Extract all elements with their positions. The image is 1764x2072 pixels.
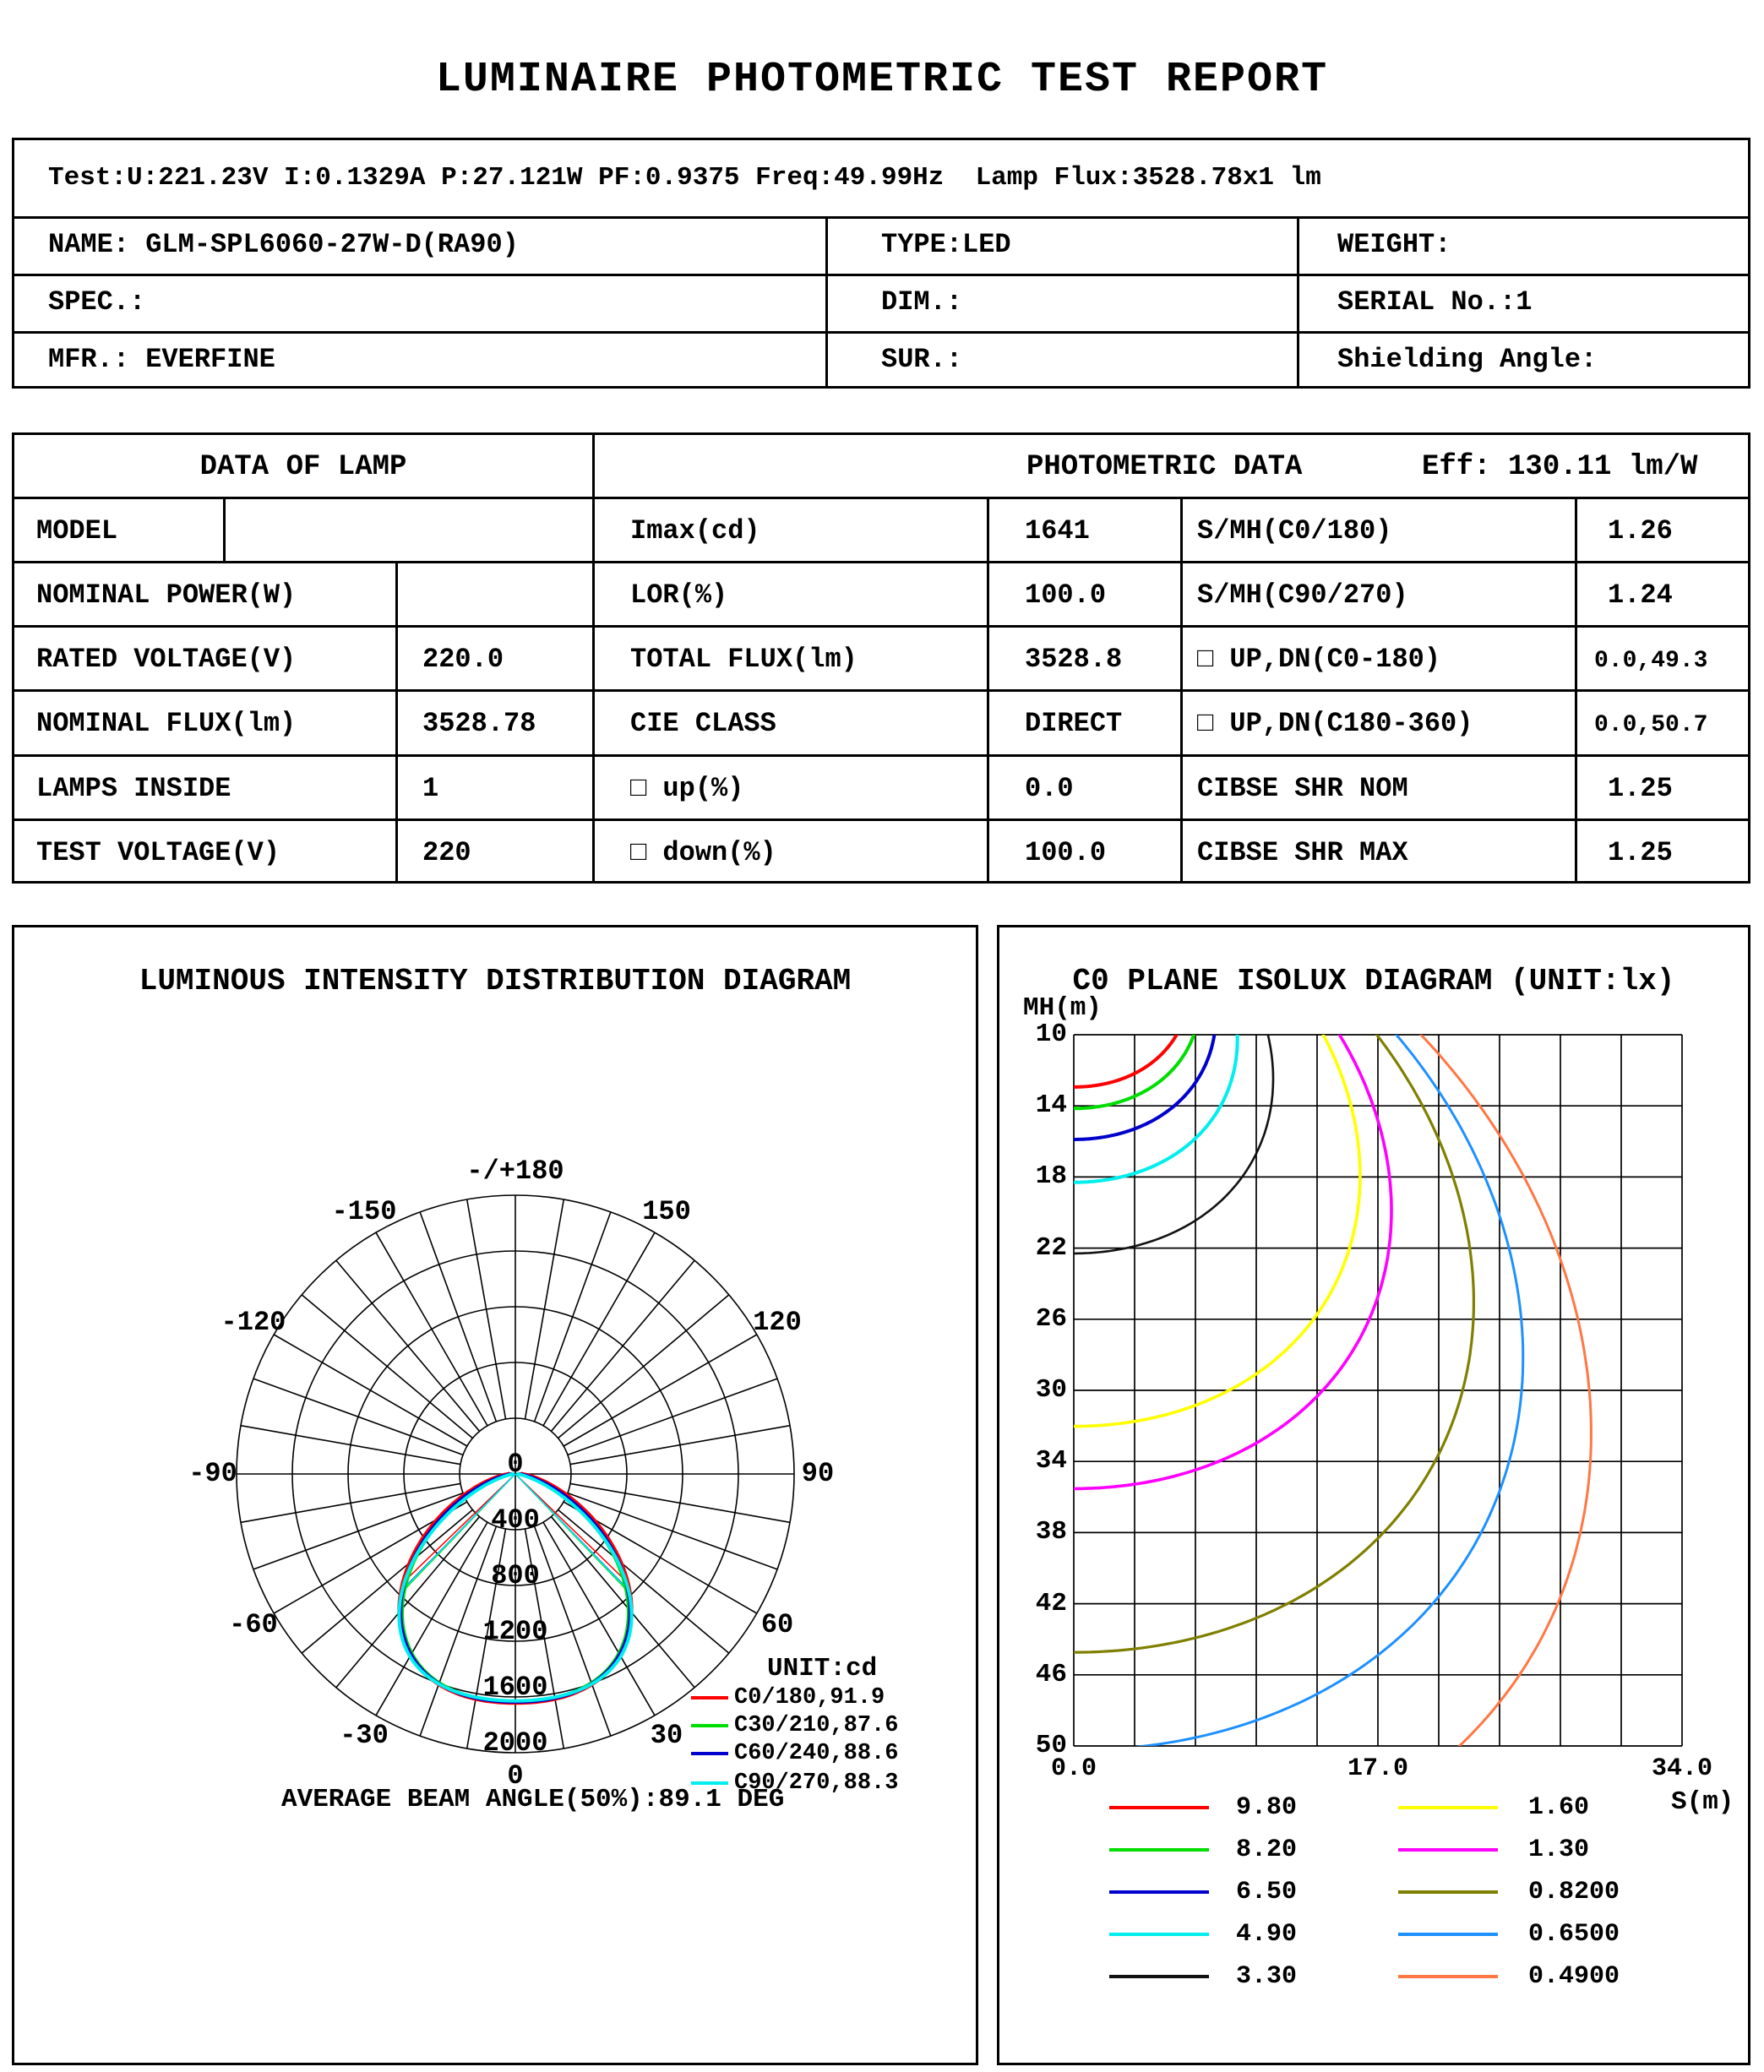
row-value: 1	[422, 773, 439, 804]
row-value: 3528.78	[422, 708, 536, 739]
page-title: LUMINAIRE PHOTOMETRIC TEST REPORT	[435, 56, 1329, 104]
efficacy-value: Eff: 130.11 lm/W	[1422, 451, 1698, 483]
serial-number: SERIAL No.:1	[1337, 286, 1533, 318]
row-label: TOTAL FLUX(lm)	[630, 644, 858, 675]
legend-label-c30: C30/210,87.6	[734, 1713, 899, 1738]
isolux-legend-swatch	[1398, 1848, 1498, 1852]
polar-angle-label: -120	[220, 1307, 286, 1338]
isolux-y-tick: 22	[1035, 1232, 1067, 1263]
legend-swatch-c0	[691, 1696, 728, 1699]
polar-angle-label: -30	[340, 1720, 389, 1752]
isolux-y-tick: 30	[1035, 1375, 1067, 1405]
isolux-y-tick: 42	[1035, 1588, 1067, 1618]
isolux-panel	[997, 925, 1750, 2065]
row-label: □ up(%)	[630, 773, 744, 804]
polar-ring-label: 1200	[482, 1616, 548, 1647]
info-table	[12, 138, 1750, 389]
row-label: S/MH(C0/180)	[1197, 515, 1392, 547]
photometric-data-header: PHOTOMETRIC DATA	[1026, 451, 1303, 483]
isolux-y-tick: 50	[1035, 1731, 1067, 1760]
isolux-legend-swatch	[1109, 1975, 1209, 1978]
polar-unit-label: UNIT:cd	[767, 1654, 878, 1683]
isolux-legend-swatch	[1398, 1890, 1498, 1894]
isolux-legend-swatch	[1398, 1806, 1498, 1809]
isolux-x-tick: 17.0	[1347, 1754, 1408, 1783]
isolux-legend-label: 0.4900	[1528, 1962, 1620, 1991]
polar-angle-label: -150	[331, 1195, 397, 1227]
lamp-data-header: DATA OF LAMP	[199, 451, 407, 483]
shielding-angle: Shielding Angle:	[1337, 344, 1598, 375]
row-label: LOR(%)	[630, 579, 728, 611]
isolux-legend-swatch	[1109, 1890, 1209, 1894]
isolux-legend-label: 0.8200	[1528, 1878, 1620, 1906]
isolux-legend-swatch	[1398, 1975, 1498, 1978]
row-value: 0.0,49.3	[1594, 648, 1708, 674]
polar-ring-label: 400	[491, 1504, 540, 1536]
row-label: NOMINAL POWER(W)	[36, 579, 297, 611]
polar-angle-label: 150	[642, 1195, 691, 1227]
polar-diagram-title: LUMINOUS INTENSITY DISTRIBUTION DIAGRAM	[139, 964, 852, 998]
row-label: TEST VOLTAGE(V)	[36, 837, 280, 868]
isolux-legend-label: 8.20	[1236, 1835, 1298, 1864]
row-value: 1.25	[1608, 773, 1673, 804]
polar-angle-label: -60	[229, 1609, 278, 1640]
row-value: DIRECT	[1025, 708, 1123, 739]
isolux-y-tick: 38	[1035, 1517, 1067, 1547]
legend-label-c60: C60/240,88.6	[734, 1741, 899, 1766]
luminaire-type: TYPE:LED	[881, 229, 1011, 260]
row-value: 220	[422, 837, 471, 868]
test-conditions: Test:U:221.23V I:0.1329A P:27.121W PF:0.9375 Freq:49.99Hz Lamp Flux:3528.78x1 lm	[48, 163, 1321, 193]
row-value: 100.0	[1025, 837, 1107, 868]
isolux-y-tick: 10	[1035, 1020, 1067, 1049]
polar-angle-label: 30	[650, 1720, 683, 1752]
row-label: RATED VOLTAGE(V)	[36, 644, 297, 675]
isolux-legend-label: 1.60	[1528, 1793, 1590, 1822]
isolux-y-tick: 18	[1035, 1161, 1067, 1192]
row-label: Imax(cd)	[630, 515, 760, 547]
row-label: □ down(%)	[630, 837, 776, 868]
polar-chart	[14, 927, 976, 2063]
average-beam-angle-text: AVERAGE BEAM ANGLE(50%):89.1 DEG	[281, 1785, 785, 1814]
row-label: □ UP,DN(C180-360)	[1197, 708, 1473, 739]
isolux-legend-label: 6.50	[1236, 1878, 1298, 1906]
polar-angle-label: -/+180	[466, 1156, 564, 1187]
isolux-legend-swatch	[1398, 1933, 1498, 1936]
legend-label-c0: C0/180,91.9	[734, 1685, 885, 1710]
legend-swatch-c60	[691, 1752, 728, 1755]
row-value: 220.0	[422, 644, 504, 675]
row-label: S/MH(C90/270)	[1197, 579, 1408, 611]
isolux-legend-swatch	[1109, 1848, 1209, 1852]
isolux-y-tick: 46	[1035, 1659, 1067, 1689]
row-value: 1.24	[1608, 579, 1673, 611]
polar-ring-label: 1600	[482, 1672, 548, 1703]
polar-ring-label: 2000	[482, 1727, 548, 1759]
polar-angle-label: 120	[753, 1307, 802, 1338]
manufacturer: MFR.: EVERFINE	[48, 344, 275, 375]
row-label: □ UP,DN(C0-180)	[1197, 644, 1441, 675]
intensity-distribution-panel	[12, 925, 978, 2065]
isolux-x-tick: 34.0	[1651, 1754, 1712, 1783]
row-value: 0.0	[1025, 773, 1074, 804]
polar-angle-label: -90	[188, 1458, 237, 1489]
data-table	[12, 432, 1750, 884]
dim-field: DIM.:	[881, 286, 963, 318]
luminaire-name: NAME: GLM-SPL6060-27W-D(RA90)	[48, 229, 519, 260]
isolux-legend-swatch	[1109, 1933, 1209, 1936]
isolux-diagram-title: C0 PLANE ISOLUX DIAGRAM (UNIT:lx)	[1072, 964, 1675, 998]
row-value: 3528.8	[1025, 644, 1123, 675]
isolux-legend-label: 4.90	[1236, 1920, 1298, 1949]
row-label: CIBSE SHR NOM	[1197, 773, 1408, 804]
legend-swatch-c30	[691, 1724, 728, 1727]
row-value: 1.25	[1608, 837, 1673, 868]
spec-field: SPEC.:	[48, 286, 146, 318]
polar-angle-label: 0	[507, 1760, 524, 1792]
row-label: MODEL	[36, 515, 118, 547]
isolux-y-tick: 34	[1035, 1446, 1067, 1477]
row-label: NOMINAL FLUX(lm)	[36, 708, 297, 739]
row-value: 100.0	[1025, 579, 1107, 611]
polar-angle-label: 60	[760, 1609, 794, 1640]
legend-label-c90: C90/270,88.3	[734, 1770, 899, 1796]
isolux-legend-label: 3.30	[1236, 1962, 1298, 1991]
polar-ring-label: 0	[507, 1449, 524, 1480]
polar-ring-label: 800	[491, 1560, 540, 1591]
weight-field: WEIGHT:	[1337, 229, 1451, 260]
isolux-legend-swatch	[1109, 1806, 1209, 1809]
isolux-legend-label: 0.6500	[1528, 1920, 1620, 1949]
isolux-y-axis-title: MH(m)	[1023, 993, 1102, 1023]
isolux-y-tick: 14	[1035, 1090, 1067, 1121]
sur-field: SUR.:	[881, 344, 963, 375]
row-label: LAMPS INSIDE	[36, 773, 231, 804]
row-value: 1.26	[1608, 515, 1673, 547]
isolux-x-tick: 0.0	[1050, 1754, 1097, 1783]
isolux-x-axis-title: S(m)	[1671, 1787, 1734, 1817]
isolux-y-tick: 26	[1035, 1303, 1067, 1334]
row-value: 1641	[1025, 515, 1090, 547]
row-label: CIBSE SHR MAX	[1197, 837, 1408, 868]
polar-angle-label: 90	[801, 1458, 835, 1489]
isolux-legend-label: 9.80	[1236, 1793, 1298, 1822]
isolux-legend-label: 1.30	[1528, 1835, 1590, 1864]
row-label: CIE CLASS	[630, 708, 776, 739]
row-value: 0.0,50.7	[1594, 712, 1708, 738]
